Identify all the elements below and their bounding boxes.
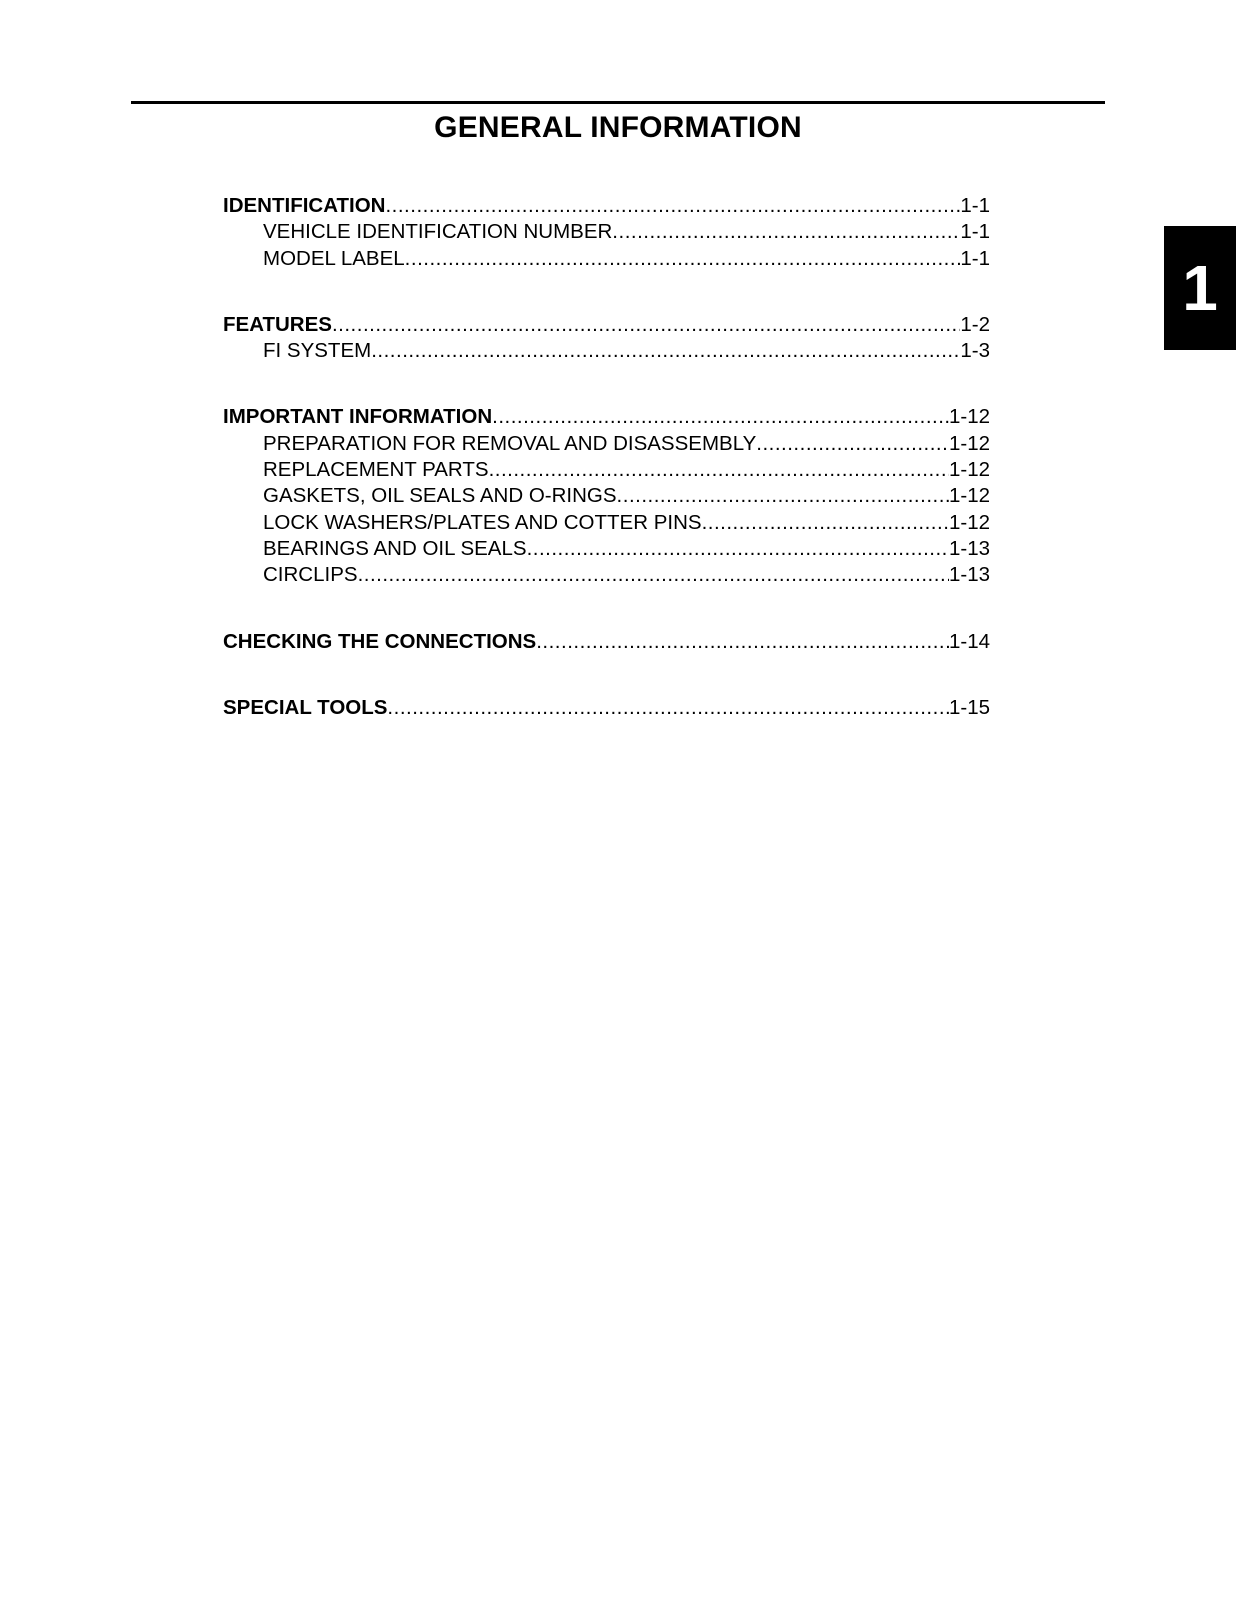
toc-section-important-information [223, 404, 990, 588]
toc-subentry-title: FI SYSTEM [263, 339, 372, 363]
toc-entry-title: SPECIAL TOOLS [223, 695, 388, 719]
toc-subentry-page: 1-13 [948, 536, 990, 560]
toc-entry[interactable] [223, 312, 990, 338]
toc-subentry-page: 1-12 [948, 484, 990, 508]
toc-subentry[interactable] [223, 457, 990, 483]
dot-leader [756, 431, 949, 457]
toc-subentry-title: BEARINGS AND OIL SEALS [263, 536, 527, 560]
table-of-contents [223, 193, 990, 761]
dot-leader [371, 338, 960, 364]
toc-subentry-page: 1-1 [960, 246, 990, 270]
toc-subentry-title: PREPARATION FOR REMOVAL AND DISASSEMBLY [263, 431, 757, 455]
toc-entry[interactable] [223, 404, 990, 430]
chapter-number: 1 [1182, 252, 1218, 324]
toc-entry-title: IMPORTANT INFORMATION [223, 405, 493, 429]
toc-section-features [223, 312, 990, 365]
toc-entry-title: IDENTIFICATION [223, 194, 386, 217]
toc-subentry-page: 1-3 [960, 339, 990, 363]
toc-subentry[interactable] [223, 338, 990, 364]
top-rule [131, 101, 1105, 104]
dot-leader [492, 404, 949, 430]
toc-subentry[interactable] [223, 562, 990, 588]
toc-entry-title: FEATURES [223, 312, 332, 336]
page-title: GENERAL INFORMATION [434, 111, 802, 144]
toc-entry[interactable] [223, 193, 990, 219]
toc-subentry-title: REPLACEMENT PARTS [263, 458, 489, 482]
toc-section-checking-the-connections [223, 629, 990, 655]
toc-subentry-page: 1-13 [948, 563, 990, 587]
toc-entry-title: CHECKING THE CONNECTIONS [223, 629, 537, 653]
toc-section-identification [223, 193, 990, 272]
dot-leader [387, 695, 949, 721]
dot-leader [332, 312, 960, 338]
dot-leader [702, 510, 949, 536]
toc-subentry-title: CIRCLIPS [263, 563, 358, 587]
toc-subentry-title: LOCK WASHERS/PLATES AND COTTER PINS [263, 510, 702, 534]
toc-subentry-page: 1-12 [948, 431, 990, 455]
toc-entry-page: 1-12 [948, 405, 990, 429]
toc-subentry-page: 1-1 [960, 220, 990, 244]
dot-leader [612, 219, 960, 245]
toc-entry[interactable] [223, 629, 990, 655]
dot-leader [358, 562, 949, 588]
dot-leader [536, 629, 949, 655]
toc-subentry-page: 1-12 [948, 510, 990, 534]
toc-subentry-title: MODEL LABEL [263, 246, 405, 270]
toc-entry-page: 1-1 [960, 194, 990, 217]
dot-leader [489, 457, 949, 483]
dot-leader [617, 483, 949, 509]
toc-entry-page: 1-2 [960, 312, 990, 336]
chapter-tab [1164, 226, 1236, 350]
toc-subentry[interactable] [223, 510, 990, 536]
toc-entry-page: 1-15 [948, 695, 990, 719]
toc-subentry[interactable] [223, 219, 990, 245]
toc-section-special-tools [223, 695, 990, 721]
toc-subentry[interactable] [223, 431, 990, 457]
toc-entry-page: 1-14 [948, 629, 990, 653]
toc-subentry[interactable] [223, 536, 990, 562]
toc-subentry[interactable] [223, 483, 990, 509]
toc-subentry-page: 1-12 [948, 458, 990, 482]
toc-subentry[interactable] [223, 246, 990, 272]
dot-leader [527, 536, 949, 562]
toc-subentry-title: GASKETS, OIL SEALS AND O-RINGS [263, 484, 617, 508]
dot-leader [405, 246, 961, 272]
toc-subentry-title: VEHICLE IDENTIFICATION NUMBER [263, 220, 613, 244]
toc-entry[interactable] [223, 695, 990, 721]
dot-leader [385, 193, 960, 219]
